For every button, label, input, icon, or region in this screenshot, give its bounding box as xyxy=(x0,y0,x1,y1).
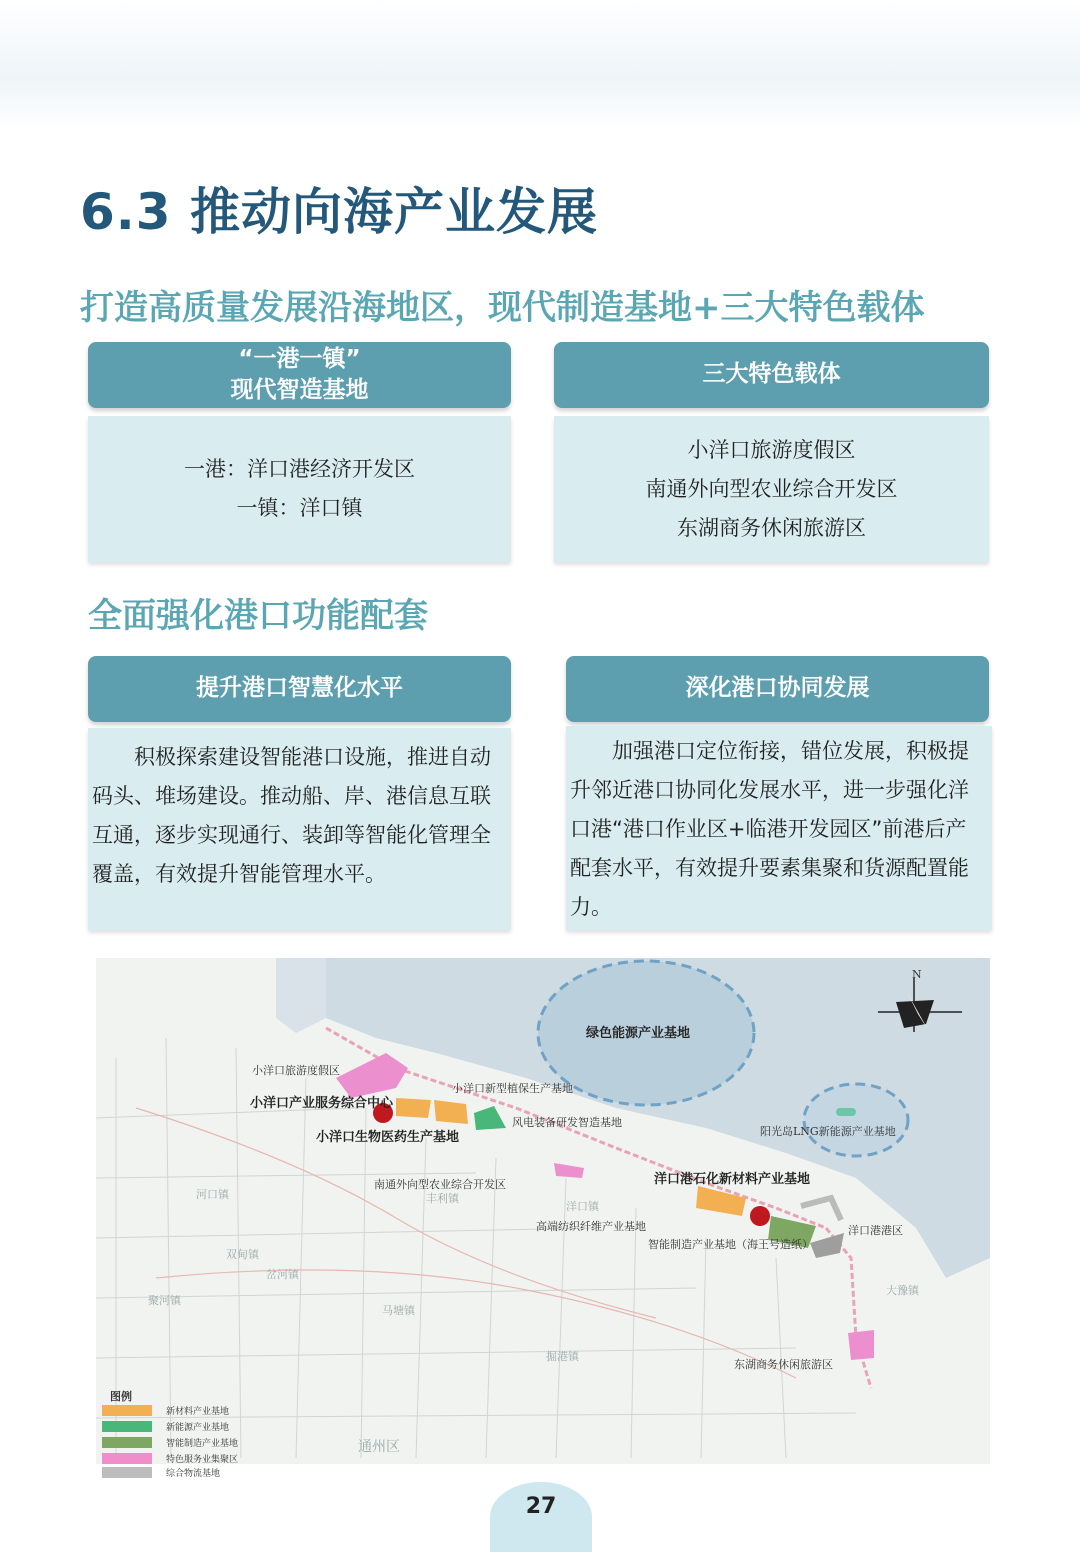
town-label: 洋口镇 xyxy=(566,1200,599,1213)
card-line: 南通外向型农业综合开发区 xyxy=(645,476,898,501)
map-label-green-energy: 绿色能源产业基地 xyxy=(586,1026,691,1041)
card-line: 一镇：洋口镇 xyxy=(236,496,363,520)
card-body-yigang-yizhen xyxy=(88,416,511,562)
map-label-wind-power: 风电装备研发智造基地 xyxy=(512,1116,622,1129)
card-body-port-synergy xyxy=(566,726,992,930)
legend-item xyxy=(102,1452,238,1464)
map-label-textile: 高端纺织纤维产业基地 xyxy=(536,1220,646,1233)
zone-agri xyxy=(554,1163,584,1178)
town-label: 双甸镇 xyxy=(226,1248,259,1261)
legend-label: 综合物流基地 xyxy=(166,1468,221,1479)
legend-title: 图例 xyxy=(110,1390,132,1403)
zone-energy xyxy=(474,1106,506,1130)
legend-item xyxy=(102,1436,238,1448)
map-label-donghu: 东湖商务休闲旅游区 xyxy=(734,1358,833,1371)
card-paragraph: 积极探索建设智能港口设施，推进自动码头、堆场建设。推动船、岸、港信息互联互通，逐步实现通行、装卸等智能化管理全覆盖，有效提升智能管理水平。 xyxy=(92,745,491,886)
card-body-smart-port xyxy=(88,728,511,930)
industry-map xyxy=(96,958,990,1464)
compass-north-label: N xyxy=(912,968,922,981)
card-header-port-synergy xyxy=(566,656,989,722)
card-line: 东湖商务休闲旅游区 xyxy=(677,515,866,540)
map-label-smart-manufacturing: 智能制造产业基地（海王号造纸） xyxy=(648,1238,813,1251)
lng-base-marker xyxy=(836,1108,856,1116)
map-label-petrochemical: 洋口港石化新材料产业基地 xyxy=(654,1172,811,1187)
map-label-agri-zone: 南通外向型农业综合开发区 xyxy=(374,1178,506,1191)
card-title: 深化港口协同发展 xyxy=(685,675,870,702)
legend-swatch xyxy=(102,1467,152,1478)
town-label: 岔河镇 xyxy=(266,1268,299,1281)
legend-label: 新材料产业基地 xyxy=(166,1406,230,1417)
card-title-line2: 现代智造基地 xyxy=(230,377,369,403)
service-center-marker xyxy=(750,1206,770,1226)
town-label: 聚河镇 xyxy=(148,1294,181,1307)
legend-swatch xyxy=(102,1437,152,1448)
map-label-resort: 小洋口旅游度假区 xyxy=(252,1064,340,1077)
legend-item xyxy=(102,1420,229,1432)
legend-label: 新能源产业基地 xyxy=(166,1422,230,1433)
map-label-port-area: 洋口港港区 xyxy=(848,1224,903,1237)
legend-label: 智能制造产业基地 xyxy=(166,1438,239,1449)
page-title: 6.3 推动向海产业发展 xyxy=(80,183,598,241)
zone-donghu xyxy=(848,1330,874,1360)
map-label-plant-protection: 小洋口新型植保生产基地 xyxy=(452,1082,573,1095)
section2-heading: 全面强化港口功能配套 xyxy=(88,596,428,636)
card-header-yigang-yizhen xyxy=(88,342,511,408)
map-label-service-center: 小洋口产业服务综合中心 xyxy=(250,1096,394,1111)
card-header-smart-port xyxy=(88,656,511,722)
town-label: 丰利镇 xyxy=(426,1192,459,1205)
map-graphic xyxy=(96,958,990,1464)
map-label-lng: 阳光岛LNG新能源产业基地 xyxy=(760,1125,896,1138)
page-number: 27 xyxy=(490,1482,592,1552)
top-decoration xyxy=(0,0,1080,130)
town-label: 河口镇 xyxy=(196,1188,229,1201)
card-title: 提升港口智慧化水平 xyxy=(196,675,403,702)
legend-label: 特色服务业集聚区 xyxy=(166,1454,239,1464)
legend-item xyxy=(102,1466,220,1478)
town-label: 大豫镇 xyxy=(886,1284,919,1297)
card-line: 小洋口旅游度假区 xyxy=(687,437,856,462)
map-label-biomedicine: 小洋口生物医药生产基地 xyxy=(316,1130,460,1145)
town-label: 掘港镇 xyxy=(546,1350,579,1363)
district-label: 通州区 xyxy=(358,1439,400,1455)
zone-material-1 xyxy=(396,1098,431,1118)
card-paragraph: 加强港口定位衔接，错位发展，积极提升邻近港口协同化发展水平，进一步强化洋口港“港口作业区+临港开发园区”前港后产配套水平，有效提升要素集聚和货源配置能力。 xyxy=(570,739,969,919)
legend-swatch xyxy=(102,1405,152,1416)
zone-petrochemical xyxy=(696,1186,746,1216)
card-title-line1: “一港一镇” xyxy=(238,345,361,372)
card-line: 一港：洋口港经济开发区 xyxy=(184,457,415,481)
legend-swatch xyxy=(102,1453,152,1464)
zone-material-2 xyxy=(434,1100,468,1124)
legend-swatch xyxy=(102,1421,152,1432)
section1-heading: 打造高质量发展沿海地区，现代制造基地+三大特色载体 xyxy=(80,288,925,328)
town-label: 马塘镇 xyxy=(382,1304,415,1317)
card-title: 三大特色载体 xyxy=(702,361,841,388)
legend-item xyxy=(102,1404,229,1416)
card-body-three-carriers xyxy=(554,416,989,562)
card-header-three-carriers xyxy=(554,342,989,408)
